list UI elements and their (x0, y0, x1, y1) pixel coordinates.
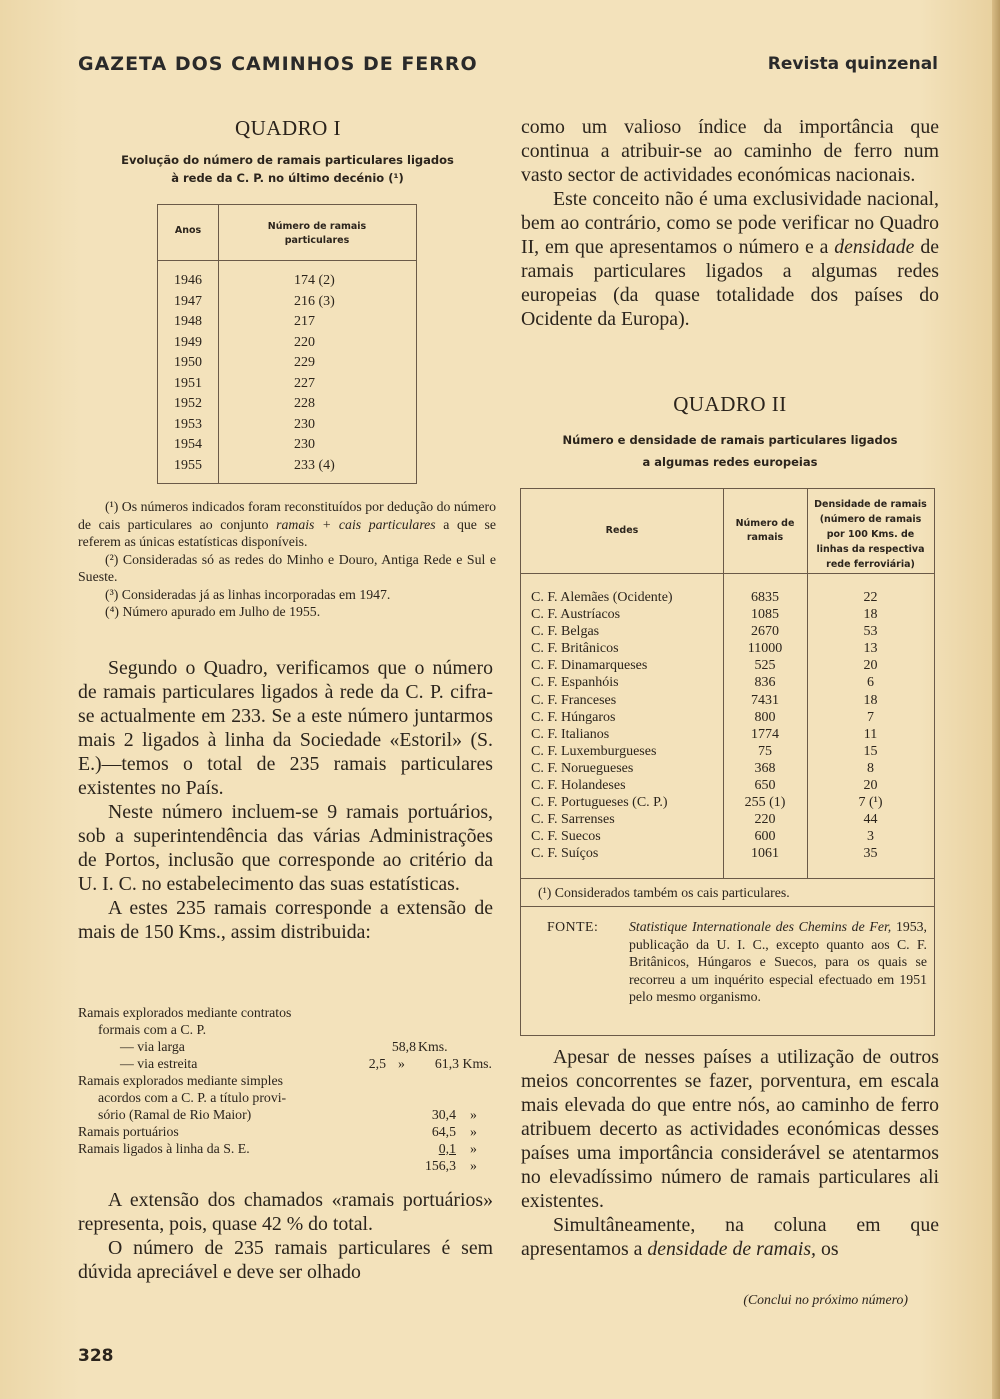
quadro2-subtitle (521, 429, 939, 473)
table-row (521, 795, 934, 812)
dist-value: 2,5 (368, 1056, 386, 1071)
table-row (521, 675, 934, 692)
distribution-list (78, 1004, 498, 1174)
row-numero: 525 (754, 658, 776, 674)
row-densidade: 7 (867, 709, 874, 725)
paragraph: Neste número incluem-se 9 ramais portuários, sob a superintendência das várias Administrações de Portos, inclusão que corresponde ao critério da U. I. C. no estabelecimento das suas estatísticas. (78, 801, 493, 895)
row-numero: 600 (754, 829, 776, 845)
row-year: 1953 (174, 416, 202, 432)
dist-label: Ramais ligados à linha da S. E. (78, 1141, 250, 1156)
header-line: Densidade de ramais (814, 499, 927, 510)
journal-subtitle: Revista quinzenal (767, 54, 938, 74)
row-year: 1947 (174, 293, 202, 309)
table-row (521, 658, 934, 675)
row-numero: 1061 (751, 846, 779, 862)
table-row (521, 778, 934, 795)
row-densidade: 18 (863, 607, 878, 623)
dist-label: sório (Ramal de Rio Maior) (98, 1107, 252, 1122)
table-row (158, 273, 416, 294)
quadro1-footnotes (78, 498, 496, 621)
row-rede: C. F. Britânicos (531, 641, 619, 657)
row-numero: 7431 (751, 692, 779, 708)
left-body-text (78, 656, 493, 944)
text-italic: densidade de ramais, (647, 1238, 816, 1260)
row-densidade: 44 (863, 812, 878, 828)
row-densidade: 18 (863, 692, 878, 708)
table-divider (521, 573, 934, 574)
row-year: 1954 (174, 437, 202, 452)
table-row (521, 710, 934, 727)
quadro1-rows (158, 273, 416, 478)
row-rede: C. F. Italianos (531, 726, 610, 742)
table-row (158, 294, 416, 315)
dist-label: — via estreita (120, 1056, 198, 1071)
quadro1-title: QUADRO I (234, 116, 342, 140)
table-row (158, 417, 416, 438)
footnote-2: (²) Consideradas só as redes do Minho e Douro, Antiga Rede e Sul e Sueste. (78, 551, 496, 584)
row-rede: C. F. Suíços (531, 846, 599, 862)
row-rede: C. F. Sarrenses (531, 812, 615, 828)
dist-total: 61,3 Kms. (434, 1056, 492, 1071)
table-row (158, 335, 416, 356)
row-densidade: 13 (863, 641, 878, 657)
quadro1-table (157, 204, 417, 484)
dist-mark: » (398, 1056, 405, 1071)
row-numero: 6835 (751, 590, 779, 605)
dist-mark: » (470, 1158, 477, 1173)
quadro1-header-number (218, 220, 416, 248)
dist-total: 64,5 (431, 1124, 456, 1139)
quadro1-subtitle-line: Evolução do número de ramais particulares ligados (121, 153, 454, 167)
header-line: particulares (284, 235, 350, 246)
header-line: linhas da respectiva (816, 544, 925, 555)
paragraph: Apesar de nesses países a utilização de outros meios concorrentes se fazer, porventura, em escala mais elevada do que entre nós, ao caminho de ferro atribuem decerto as actividades económicas desses países uma importância considerável se atentarmos no elevadíssimo número de ramais particulares ali existentes. (521, 1046, 939, 1212)
row-densidade: 3 (867, 829, 874, 845)
text-run: de ramais particulares ligados a algumas redes europeias (da quase totalidade dos países do Ocidente da Europa). (521, 236, 939, 330)
quadro2-subtitle-line: a algumas redes europeias (642, 455, 818, 469)
row-rede: C. F. Luxemburgueses (531, 743, 657, 759)
table-row (158, 355, 416, 376)
source-label: FONTE: (547, 919, 599, 934)
text-italic: densidade (834, 236, 915, 258)
header-line: Número de (735, 518, 795, 529)
quadro2-source (547, 918, 927, 1006)
row-rede: C. F. Húngaros (531, 709, 616, 725)
row-numero: 255 (1) (744, 795, 786, 811)
table-row (521, 812, 934, 829)
paragraph: A estes 235 ramais corresponde a extensão de mais de 150 Kms., assim distribuida: (78, 897, 493, 943)
quadro1-subtitle-line: à rede da C. P. no último decénio (¹) (171, 171, 404, 185)
quadro2-header-numero (723, 517, 807, 545)
text-run: Este conceito não é uma exclusividade nacional, bem ao contrário, como se pode verificar no Quadro II, em que apresentamos o número e a (521, 188, 939, 258)
header-line: por 100 Kms. de (826, 529, 915, 540)
dist-label: Ramais explorados mediante contratos (78, 1005, 292, 1020)
row-rede: C. F. Dinamarqueses (531, 658, 648, 674)
row-densidade: 11 (863, 726, 878, 742)
quadro2-note: (¹) Considerados também os cais particulares. (538, 885, 790, 900)
row-value: 229 (294, 355, 315, 370)
row-year: 1948 (174, 314, 202, 329)
table-divider (521, 906, 934, 907)
table-divider (158, 260, 416, 261)
row-numero: 1085 (751, 607, 779, 623)
paragraph (521, 187, 939, 331)
table-divider (521, 878, 934, 879)
right-body-text-2 (521, 1045, 939, 1261)
table-row (158, 458, 416, 479)
row-numero: 368 (754, 760, 776, 776)
row-densidade: 53 (863, 624, 878, 640)
row-numero: 650 (754, 778, 776, 794)
row-densidade: 20 (863, 658, 878, 674)
header-line: Número de ramais (267, 221, 367, 232)
footnote-4: (⁴) Número apurado em Julho de 1955. (105, 604, 321, 619)
dist-label: Ramais explorados mediante simples (78, 1073, 283, 1088)
table-row (158, 437, 416, 458)
row-densidade: 35 (863, 846, 878, 862)
row-value: 216 (3) (294, 293, 335, 309)
paragraph: O número de 235 ramais particulares é sem dúvida apreciável e deve ser olhado (78, 1237, 493, 1283)
row-rede: C. F. Noruegueses (531, 760, 634, 776)
quadro2-header-redes: Redes (605, 525, 639, 536)
source-italic: Statistique Internationale des Chemins de Fer, (629, 919, 892, 934)
row-year: 1950 (174, 355, 202, 370)
quadro2-rows (521, 590, 934, 864)
dist-label: formais com a C. P. (98, 1022, 207, 1037)
source-body: 1953, publicação da U. I. C., excepto quanto aos C. F. Britânicos, Húngaros e Suecos, para os quais se recorreu a um inquérito especial efectuado em 1951 pelo mesmo organismo. (629, 919, 927, 1004)
quadro1-header-year: Anos (174, 225, 202, 236)
row-densidade: 22 (863, 590, 878, 605)
quadro2-subtitle-line: Número e densidade de ramais particulares ligados (562, 433, 898, 447)
table-row (521, 744, 934, 761)
row-rede: C. F. Alemães (Ocidente) (531, 590, 673, 605)
table-row (521, 727, 934, 744)
paragraph: Segundo o Quadro, verificamos que o número de ramais particulares ligados à rede da C. P. cifra-se actualmente em 233. Se a este número juntarmos mais 2 ligados à linha da Sociedade «Estoril» (S. E.)—temos o total de 235 ramais particulares existentes no País. (78, 657, 493, 799)
row-numero: 836 (754, 675, 776, 691)
header-line: ramais (746, 532, 784, 543)
footnote-3: (³) Consideradas já as linhas incorporadas em 1947. (105, 586, 391, 602)
row-rede: C. F. Portugueses (C. P.) (531, 795, 668, 811)
table-row (521, 846, 934, 863)
row-value: 227 (294, 375, 315, 391)
dist-total: 30,4 (431, 1107, 456, 1122)
table-row (521, 761, 934, 778)
row-year: 1955 (174, 457, 202, 473)
header-line: (número de ramais (819, 514, 922, 525)
row-rede: C. F. Belgas (531, 624, 600, 640)
row-numero: 11000 (747, 641, 783, 657)
row-numero: 220 (754, 812, 776, 828)
quadro2-table (520, 488, 935, 1036)
source-text (629, 918, 927, 1006)
journal-title: GAZETA DOS CAMINHOS DE FERRO (78, 53, 478, 75)
row-value: 220 (294, 334, 315, 350)
table-row (521, 693, 934, 710)
table-row (521, 641, 934, 658)
row-rede: C. F. Franceses (531, 692, 617, 708)
dist-label: Ramais portuários (78, 1124, 179, 1139)
header-line: rede ferroviária) (826, 559, 915, 570)
paragraph (521, 1213, 939, 1261)
quadro2-title: QUADRO II (673, 392, 787, 416)
table-row (158, 314, 416, 335)
continuation-note: (Conclui no próximo número) (743, 1292, 908, 1307)
table-row (158, 396, 416, 417)
row-rede: C. F. Holandeses (531, 778, 626, 794)
table-row (521, 829, 934, 846)
dist-grand-total: 156,3 (424, 1158, 456, 1173)
paragraph: como um valioso índice da importância que continua a atribuir-se ao caminho de ferro num vasto sector de actividades económicas nacionais. (521, 116, 939, 186)
row-value: 228 (294, 396, 315, 411)
dist-total: 0,1 (438, 1141, 456, 1156)
dist-unit: Kms. (418, 1039, 448, 1054)
footnote-italic: ramais + cais particulares (276, 516, 436, 532)
row-value: 217 (294, 314, 315, 329)
footnote-text: (¹) Os números indicados foram reconstituídos por dedução do número de cais particulares ao conjunto (78, 499, 496, 532)
row-numero: 75 (758, 743, 772, 759)
row-value: 233 (4) (294, 457, 335, 473)
table-row (158, 376, 416, 397)
table-row (521, 590, 934, 607)
row-numero: 2670 (751, 624, 779, 640)
row-densidade: 6 (867, 675, 874, 691)
footnote-text: a que se referem as únicas estatísticas disponíveis. (78, 516, 497, 549)
row-year: 1952 (174, 396, 202, 411)
dist-label: acordos com a C. P. a título provi- (98, 1090, 287, 1105)
text-run: os (816, 1238, 839, 1260)
dist-mark: » (470, 1141, 477, 1156)
page-number: 328 (78, 1346, 114, 1366)
table-row (521, 624, 934, 641)
dist-mark: » (470, 1107, 477, 1122)
left-body-text-2 (78, 1188, 493, 1284)
footnote-1 (78, 498, 496, 551)
page-edge (992, 0, 1000, 1399)
row-densidade: 7 (¹) (858, 795, 883, 811)
row-value: 174 (2) (294, 273, 335, 288)
row-value: 230 (294, 416, 315, 432)
row-year: 1949 (174, 334, 202, 350)
quadro1-subtitle (100, 151, 475, 187)
row-densidade: 8 (867, 760, 874, 776)
row-numero: 1774 (751, 726, 779, 742)
row-value: 230 (294, 437, 315, 452)
dist-value: 58,8 (391, 1039, 416, 1054)
row-numero: 800 (754, 709, 776, 725)
row-year: 1946 (174, 273, 202, 288)
row-year: 1951 (174, 375, 202, 391)
row-densidade: 15 (863, 743, 878, 759)
row-rede: C. F. Austríacos (531, 607, 621, 623)
row-rede: C. F. Suecos (531, 829, 601, 845)
right-body-text (521, 115, 939, 331)
paragraph: A extensão dos chamados «ramais portuários» representa, pois, quase 42 % do total. (78, 1189, 493, 1235)
table-row (521, 607, 934, 624)
row-densidade: 20 (863, 778, 878, 794)
row-rede: C. F. Espanhóis (531, 675, 619, 691)
dist-label: — via larga (120, 1039, 185, 1054)
dist-mark: » (470, 1124, 477, 1139)
quadro2-header-densidade (807, 497, 934, 572)
text-run: Simultâneamente, na coluna em que apresentamos a (521, 1214, 939, 1260)
